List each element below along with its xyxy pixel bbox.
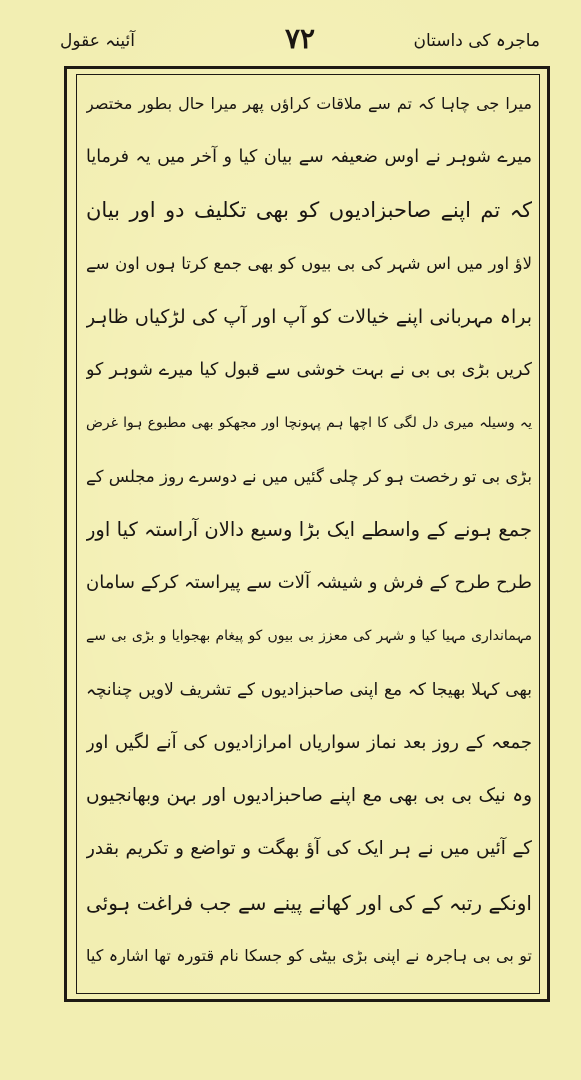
text-line: اونکے رتبہ کے کی اور کھانے پینے سے جب فراغت ہوئی	[86, 891, 532, 915]
text-line: بھی کہلا بھیجا کہ مع اپنی صاحبزادیوں کے تشریف لاویں چنانچہ	[86, 680, 532, 700]
text-line: بڑی بی تو رخصت ہو کر چلی گئیں میں نے دوسرے روز مجلس کے	[86, 467, 532, 486]
text-line: مہمانداری مہیا کیا و شہر کی معزز بی بیوں کو پیغام بھجوایا و بڑی بی سے	[86, 628, 532, 644]
running-head	[60, 22, 540, 62]
text-line: کریں بڑی بی بی نے بہت خوشی سے قبول کیا میرے شوہر کو	[86, 360, 532, 380]
text-line: تو بی بی ہاجرہ نے اپنی بڑی بیٹی کو جسکا نام قتورہ تھا اشارہ کیا	[86, 946, 532, 965]
running-head-book-title: آئینہ عقول	[60, 31, 135, 51]
text-line: میرے شوہر نے اوس ضعیفہ سے بیان کیا و آخر میں یہ فرمایا	[86, 147, 532, 167]
text-line: جمعہ کے روز بعد نماز سواریاں امرازادیوں کی آنے لگیں اور	[86, 732, 532, 753]
text-line: وہ نیک بی بی بھی مع اپنے صاحبزادیوں اور بہن وبھانجیوں	[86, 785, 532, 806]
body-text	[86, 80, 532, 990]
text-line: یہ وسیلہ میری دل لگی کا اچھا ہم پہونچا اور مجھکو بھی مطبوع ہوا غرض	[86, 415, 532, 431]
text-line: لاؤ اور میں اس شہر کی بی بیوں کو بھی جمع کرتا ہوں اون سے	[86, 254, 532, 273]
text-line: براہ مہربانی اپنے خیالات کو آپ اور آپ کی لڑکیاں ظاہر	[86, 306, 532, 328]
page-number: ٧٢	[285, 22, 316, 55]
text-line: کہ تم اپنے صاحبزادیوں کو بھی تکلیف دو اور بیان	[86, 198, 532, 222]
text-line: میرا جی چاہا کہ تم سے ملاقات کراؤں پھر میرا حال بطور مختصر	[86, 94, 532, 113]
text-line: طرح طرح کے فرش و شیشہ آلات سے پیراستہ کرکے سامان	[86, 572, 532, 593]
text-line: جمع ہونے کے واسطے ایک بڑا وسیع دالان آراستہ کیا اور	[86, 518, 532, 541]
text-line: کے آئیں میں نے ہر ایک کی آؤ بھگت و تواضع و تکریم بقدر	[86, 838, 532, 859]
running-head-chapter-title: ماجرہ کی داستان	[413, 31, 540, 51]
